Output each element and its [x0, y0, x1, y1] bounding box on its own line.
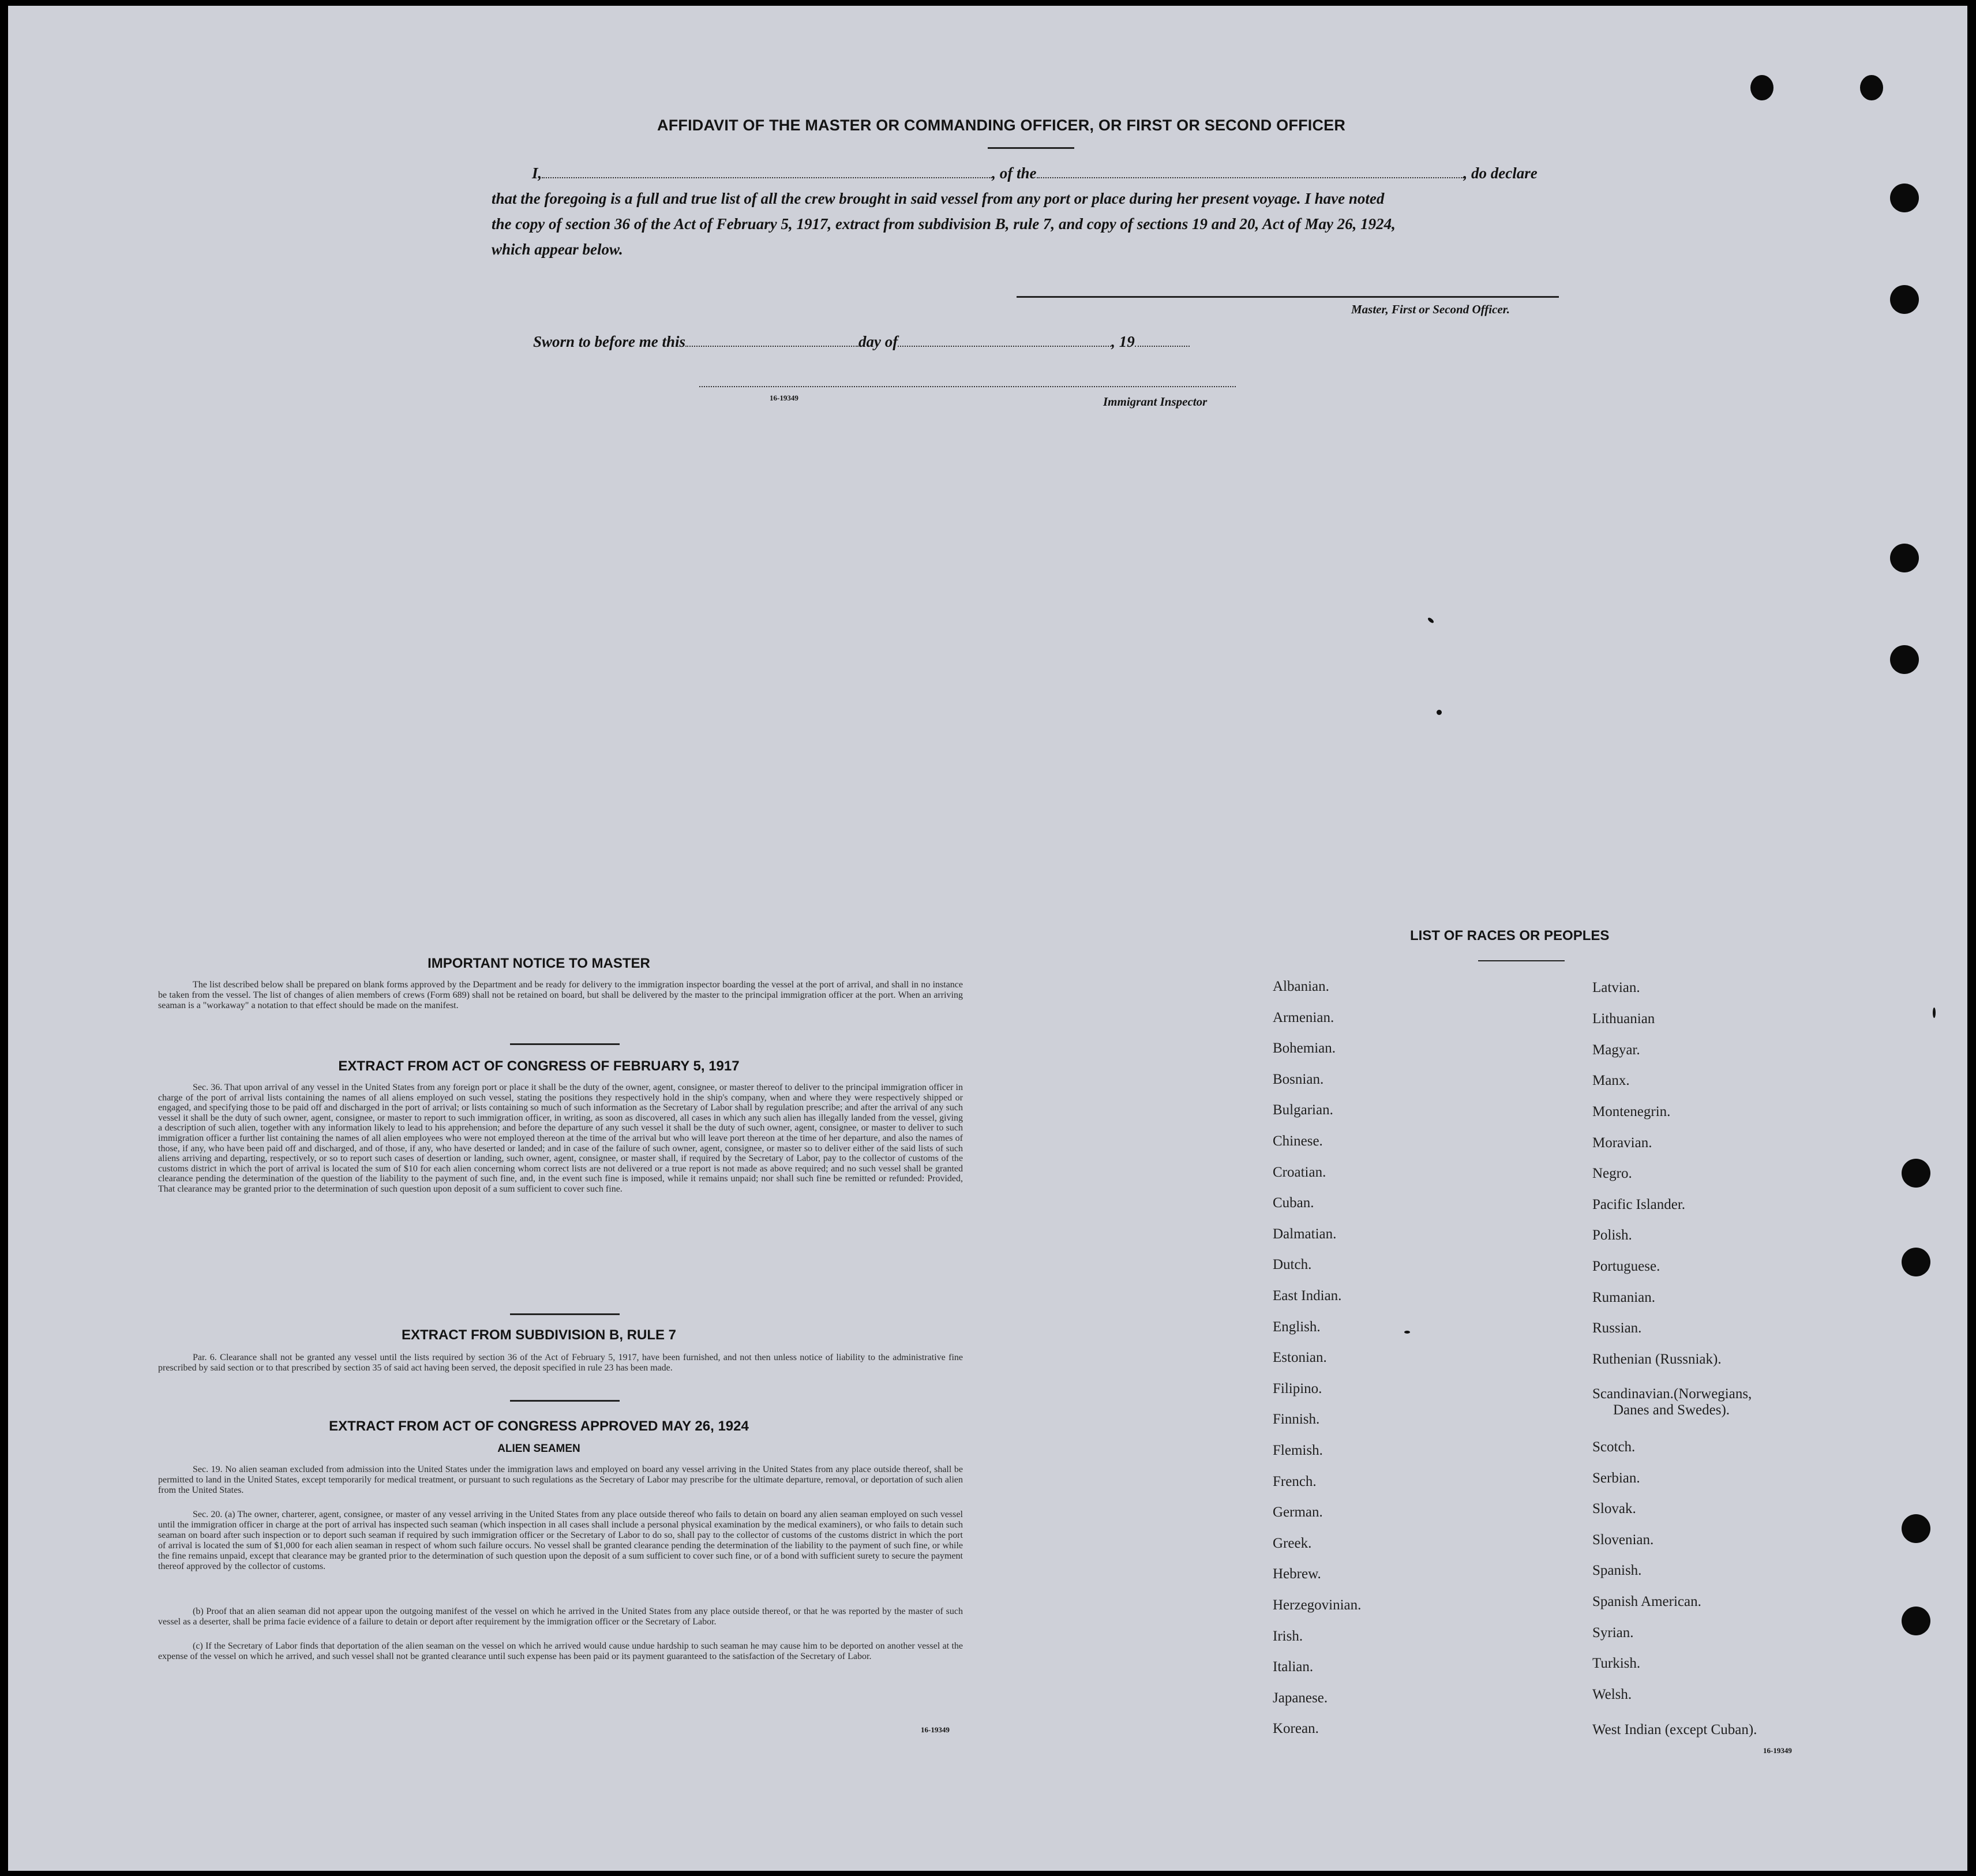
- sec-19-body: Sec. 19. No alien seaman excluded from admission into the United States under the immigration laws and employed on board any vessel arriving in the United States from any place outside thereof, shall be permitted to land in the United States, except temporarily for medical treatment, or pursuant to such regulations as the Secretary of Labor may prescribe for the ultimate departure, removal, or deportation of such alien from the United States.: [158, 1465, 963, 1495]
- sec-20a-body: Sec. 20. (a) The owner, charterer, agent, consignee, or master of any vessel arriving in the United States from any place outside thereof who fails to detain on board any alien seaman employed on such vessel until the immigration officer in charge at the port of arrival has inspected such seaman (which inspection in all cases shall include a personal physical examination by the medical examiners), or who fails to detain such seaman on board after such inspection or to deport such seaman if required by such immigration officer or the Secretary of Labor to do so, shall pay to the collector of customs of the customs district in which the port of arrival is located the sum of $1,000 for each alien seaman in respect of whom such failure occurs. No vessel shall be granted clearance pending the determination of the liability to the payment of such fine, or while the fine remains unpaid, except that clearance may be granted prior to the determination of such question upon the deposit of a sum sufficient to cover such fine, or of a bond with sufficient surety to secure the payment thereof approved by the collector of customs.: [158, 1510, 963, 1571]
- race-item: Negro.: [1592, 1166, 1632, 1181]
- race-item: Bohemian.: [1273, 1040, 1336, 1057]
- race-item: Korean.: [1273, 1721, 1319, 1737]
- race-item: Pacific Islander.: [1592, 1197, 1686, 1212]
- race-item: Moravian.: [1592, 1135, 1652, 1151]
- divider-3: [510, 1400, 620, 1402]
- race-item: Irish.: [1273, 1628, 1303, 1644]
- punch-hole: [1890, 285, 1919, 314]
- sworn-line: [533, 329, 1283, 354]
- extract-1924-title: EXTRACT FROM ACT OF CONGRESS APPROVED MAY 26, 1924: [329, 1418, 749, 1434]
- scan-speck: [1933, 1008, 1936, 1018]
- important-notice-body: The list described below shall be prepared on blank forms approved by the Department and be ready for delivery to the immigration inspector boarding the vessel at the port of arrival, and shall in no instance be taken from the vessel. The list of changes of alien members of crews (Form 689) shall not be retained on board, but shall be delivered by the master to the principal immigration officer at the port. When an arriving seaman is a "workaway" a notation to that effect should be made on the manifest.: [158, 980, 963, 1010]
- divider-1: [510, 1043, 620, 1045]
- punch-hole: [1890, 184, 1919, 212]
- punch-hole: [1860, 75, 1883, 100]
- race-item: Scotch.: [1592, 1439, 1636, 1455]
- month-blank[interactable]: [898, 333, 1111, 347]
- race-item: Cuban.: [1273, 1195, 1314, 1211]
- race-item: Estonian.: [1273, 1350, 1327, 1366]
- race-item: Dutch.: [1273, 1257, 1312, 1273]
- race-item: Croatian.: [1273, 1164, 1326, 1180]
- race-item: French.: [1273, 1473, 1317, 1489]
- race-item: Ruthenian (Russniak).: [1592, 1351, 1722, 1367]
- affidavit-line-1: [492, 160, 1559, 186]
- race-item: Flemish.: [1273, 1443, 1323, 1458]
- punch-hole: [1890, 544, 1919, 572]
- affidavit-line-3: the copy of section 36 of the Act of February 5, 1917, extract from subdivision B, rule 7, and copy of sections 19 and 20, Act of May 26, 1924,: [492, 215, 1396, 233]
- race-item: Portuguese.: [1592, 1259, 1660, 1274]
- sworn-date-blank[interactable]: [685, 333, 858, 347]
- punch-hole: [1902, 1607, 1930, 1635]
- sworn-text: Sworn to before me this: [533, 333, 686, 350]
- punch-hole: [1750, 75, 1773, 100]
- form-number-bottom-left: 16-19349: [921, 1725, 950, 1734]
- race-item: Japanese.: [1273, 1690, 1328, 1706]
- affidavit-i: I,: [532, 164, 542, 182]
- race-item: Manx.: [1592, 1073, 1630, 1088]
- race-item: Chinese.: [1273, 1133, 1323, 1149]
- title-divider: [988, 147, 1074, 149]
- extract-1917-body: Sec. 36. That upon arrival of any vessel in the United States from any foreign port or place it shall be the duty of the owner, agent, consignee, or master thereof to deliver to the principal immigration officer in charge of the port of arrival lists containing the names of all aliens employed on such vessel, stating the positions they respectively hold in the ship's company, when and where they were respectively shipped or engaged, and specifying those to be paid off and discharged in the port of arrival; or lists containing so much of such information as the Secretary of Labor shall by regulation prescribe; and after the arrival of any such vessel it shall be the duty of such owner, agent, consignee, or master to report to such immigration officer, in writing, as soon as discovered, all cases in which any such alien has illegally landed from the vessel, giving a description of such alien, together with any information likely to lead to his apprehension; and before the departure of any such vessel it shall be the duty of such owner, agent, consignee, or master to deliver to such immigration officer a further list containing the names of all alien employees who were not employed thereon at the time of the arrival but who will leave port thereon at the time of her departure, and also the names of those, if any, who have been paid off and discharged, and of those, if any, who have deserted or landed; and in case of the failure of such owner, agent, consignee, or master so to deliver either of the said lists of such aliens arriving and departing, respectively, or so to report such cases of desertion or landing, such owner, agent, consignee, or master shall, if required by the Secretary of Labor, pay to the collector of customs of the customs district in which the port of arrival is located the sum of $10 for each alien concerning whom correct lists are not delivered or a true report is not made as above required; and no such vessel shall be granted clearance pending the determination of the question of the liability to the payment of such fine, and, in the event such fine is imposed, while it remains unpaid; nor shall such fine be remitted or refunded: Provided, That clearance may be granted prior to the determination of such question upon deposit of a sum sufficient to cover such fine.: [158, 1083, 963, 1194]
- race-item: Bosnian.: [1273, 1071, 1324, 1087]
- race-item: Welsh.: [1592, 1687, 1632, 1702]
- vessel-blank[interactable]: [1037, 164, 1464, 178]
- sec-20c-body: (c) If the Secretary of Labor finds that deportation of the alien seaman on the vessel on which he arrived would cause undue hardship to such seaman he may cause him to be deported on another vessel at the expense of the vessel on which he arrived, and such vessel shall not be granted clearance until such expense has been paid or its payment guaranteed to the satisfaction of the Secretary of Labor.: [158, 1641, 963, 1661]
- affidavit-declare: , do declare: [1463, 164, 1538, 182]
- race-item: Bulgarian.: [1273, 1102, 1333, 1118]
- day-of-text: day of: [858, 333, 898, 350]
- race-item: Spanish.: [1592, 1563, 1642, 1578]
- race-item: Slovak.: [1592, 1501, 1636, 1516]
- form-page: [8, 6, 1967, 1871]
- race-item: Herzegovinian.: [1273, 1597, 1362, 1613]
- race-item: Serbian.: [1592, 1470, 1640, 1486]
- races-title: LIST OF RACES OR PEOPLES: [1410, 928, 1610, 943]
- important-notice-title: IMPORTANT NOTICE TO MASTER: [428, 956, 650, 971]
- race-item: Rumanian.: [1592, 1290, 1656, 1305]
- scan-speck: [1427, 617, 1434, 624]
- inspector-caption: Immigrant Inspector: [1103, 395, 1208, 409]
- race-item: Armenian.: [1273, 1009, 1334, 1025]
- race-item: Slovenian.: [1592, 1532, 1654, 1548]
- race-item: Hebrew.: [1273, 1566, 1321, 1582]
- race-item: Scandinavian.(Norwegians,: [1592, 1386, 1752, 1402]
- race-item: West Indian (except Cuban).: [1592, 1722, 1757, 1738]
- affidavit-title: AFFIDAVIT OF THE MASTER OR COMMANDING OFFICER, OR FIRST OR SECOND OFFICER: [657, 117, 1346, 134]
- form-number-top: 16-19349: [770, 394, 798, 402]
- race-item-scandinavian-cont: Danes and Swedes).: [1613, 1402, 1730, 1418]
- affidavit-of-the: , of the: [992, 164, 1037, 182]
- year-prefix: , 19: [1111, 333, 1135, 350]
- races-divider: [1478, 960, 1565, 961]
- race-item: Russian.: [1592, 1320, 1642, 1336]
- sec-20b-body: (b) Proof that an alien seaman did not appear upon the outgoing manifest of the vessel on which he arrived in the United States from any place outside thereof, or that he was reported by the master of such vessel as a deserter, shall be prima facie evidence of a failure to detain or deport after requirement by the immigration officer or the Secretary of Labor.: [158, 1607, 963, 1627]
- race-item: English.: [1273, 1319, 1321, 1335]
- race-item: Albanian.: [1273, 979, 1329, 994]
- alien-seamen-subtitle: ALIEN SEAMEN: [497, 1443, 580, 1455]
- inspector-signature-line[interactable]: [699, 386, 1236, 387]
- punch-hole: [1902, 1159, 1930, 1188]
- race-item: Spanish American.: [1592, 1594, 1701, 1609]
- race-item: Turkish.: [1592, 1656, 1641, 1671]
- race-item: Greek.: [1273, 1535, 1312, 1551]
- punch-hole: [1902, 1514, 1930, 1543]
- master-caption: Master, First or Second Officer.: [1351, 302, 1510, 316]
- race-item: Lithuanian: [1592, 1011, 1655, 1027]
- race-item: Montenegrin.: [1592, 1104, 1671, 1119]
- race-item: German.: [1273, 1504, 1323, 1521]
- race-item: Italian.: [1273, 1659, 1314, 1675]
- divider-2: [510, 1313, 620, 1315]
- master-signature-line[interactable]: [1017, 296, 1559, 298]
- scan-speck: [1404, 1331, 1410, 1334]
- rule-7-body: Par. 6. Clearance shall not be granted any vessel until the lists required by section 36 of the Act of February 5, 1917, have been furnished, and not then unless notice of liability to the administrative fine prescribed by said section or to that prescribed by section 35 of said act having been served, the deposit specified in rule 23 has been made.: [158, 1353, 963, 1373]
- extract-1917-title: EXTRACT FROM ACT OF CONGRESS OF FEBRUARY 5, 1917: [338, 1058, 740, 1074]
- race-item: Dalmatian.: [1273, 1226, 1337, 1242]
- affidavit-line-2: that the foregoing is a full and true list of all the crew brought in said vessel from any port or place during her present voyage. I have noted: [492, 190, 1385, 207]
- punch-hole: [1902, 1248, 1930, 1276]
- race-item: Syrian.: [1592, 1625, 1634, 1641]
- race-item: East Indian.: [1273, 1288, 1342, 1304]
- rule-7-title: EXTRACT FROM SUBDIVISION B, RULE 7: [401, 1327, 677, 1343]
- race-item: Latvian.: [1592, 980, 1640, 995]
- race-item: Polish.: [1592, 1227, 1632, 1243]
- race-item: Finnish.: [1273, 1411, 1320, 1428]
- race-item: Magyar.: [1592, 1042, 1640, 1058]
- form-number-races: 16-19349: [1763, 1746, 1792, 1755]
- year-blank[interactable]: [1135, 333, 1190, 347]
- race-item: Filipino.: [1273, 1380, 1322, 1396]
- name-blank[interactable]: [542, 164, 992, 178]
- punch-hole: [1890, 645, 1919, 674]
- affidavit-line-4: which appear below.: [492, 241, 623, 258]
- scan-speck: [1437, 710, 1442, 715]
